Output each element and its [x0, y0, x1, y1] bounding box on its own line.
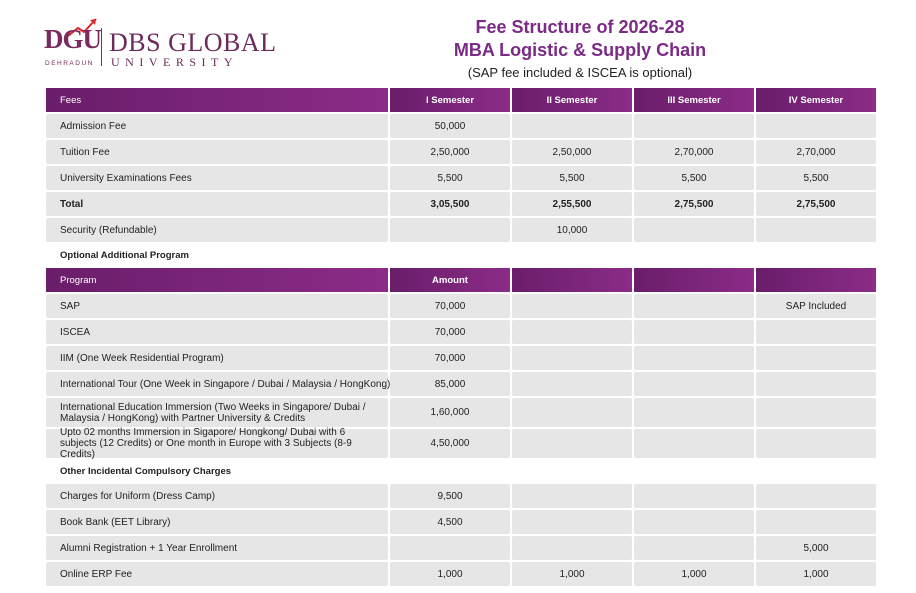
total-row	[46, 192, 876, 216]
table-cell	[390, 536, 510, 560]
table-cell: 5,500	[390, 166, 510, 190]
table-cell	[756, 484, 876, 508]
header-cell	[512, 268, 632, 292]
table-cell	[756, 218, 876, 242]
table-cell	[512, 294, 632, 318]
table-cell	[634, 346, 754, 370]
table-cell	[512, 510, 632, 534]
table-row	[46, 536, 876, 560]
table-cell	[512, 536, 632, 560]
table-cell	[512, 320, 632, 344]
row-label: Security (Refundable)	[46, 218, 388, 242]
incidental-rows	[46, 484, 876, 586]
table-cell	[634, 484, 754, 508]
table-cell: 70,000	[390, 346, 510, 370]
table-cell: 2,55,500	[512, 192, 632, 216]
page-title: Fee Structure of 2026-28	[475, 17, 685, 37]
fees-rows	[46, 114, 876, 242]
table-cell: 70,000	[390, 320, 510, 344]
page-heading	[420, 16, 740, 83]
section-title-row	[46, 460, 876, 482]
university-logo	[44, 16, 277, 72]
table-cell: 1,60,000	[390, 398, 510, 427]
table-cell	[512, 484, 632, 508]
table-row	[46, 218, 876, 242]
table-row	[46, 372, 876, 396]
table-row	[46, 294, 876, 318]
table-row	[46, 320, 876, 344]
header-cell: Amount	[390, 268, 510, 292]
table-cell: 10,000	[512, 218, 632, 242]
table-cell	[634, 320, 754, 344]
table-row	[46, 429, 876, 458]
table-row	[46, 166, 876, 190]
table-cell: 2,75,500	[756, 192, 876, 216]
table-cell	[634, 114, 754, 138]
logo-name-line2: UNIVERSITY	[111, 55, 238, 69]
table-cell: 5,500	[512, 166, 632, 190]
table-row	[46, 346, 876, 370]
table-cell: 3,05,500	[390, 192, 510, 216]
row-label: Total	[46, 192, 388, 216]
table-cell	[634, 429, 754, 458]
fees-header-row	[46, 88, 876, 112]
table-cell	[512, 346, 632, 370]
table-cell: 50,000	[390, 114, 510, 138]
table-cell	[756, 398, 876, 427]
fee-table	[46, 88, 876, 588]
section-title-row	[46, 244, 876, 266]
table-cell: 4,50,000	[390, 429, 510, 458]
table-cell: 5,500	[756, 166, 876, 190]
table-cell	[390, 218, 510, 242]
table-cell: 5,000	[756, 536, 876, 560]
table-cell: 1,000	[634, 562, 754, 586]
row-label: University Examinations Fees	[46, 166, 388, 190]
table-cell	[756, 320, 876, 344]
row-label: Online ERP Fee	[46, 562, 388, 586]
header-cell: I Semester	[390, 88, 510, 112]
header-cell: IV Semester	[756, 88, 876, 112]
row-label: Book Bank (EET Library)	[46, 510, 388, 534]
table-row	[46, 140, 876, 164]
table-cell: 5,500	[634, 166, 754, 190]
table-row	[46, 114, 876, 138]
table-cell	[634, 294, 754, 318]
header-cell	[756, 268, 876, 292]
header-cell: III Semester	[634, 88, 754, 112]
table-cell: 2,70,000	[756, 140, 876, 164]
table-cell: 85,000	[390, 372, 510, 396]
row-label: IIM (One Week Residential Program)	[46, 346, 388, 370]
table-cell: 9,500	[390, 484, 510, 508]
table-cell: 2,75,500	[634, 192, 754, 216]
table-cell	[512, 429, 632, 458]
table-cell	[756, 114, 876, 138]
section-title: Other Incidental Compulsory Charges	[60, 465, 232, 477]
fee-note: (SAP fee included & ISCEA is optional)	[467, 65, 693, 80]
table-cell	[634, 398, 754, 427]
table-cell	[634, 510, 754, 534]
table-cell: 2,70,000	[634, 140, 754, 164]
row-label: Admission Fee	[46, 114, 388, 138]
table-cell: 1,000	[756, 562, 876, 586]
row-label: Charges for Uniform (Dress Camp)	[46, 484, 388, 508]
table-cell: SAP Included	[756, 294, 876, 318]
row-label: International Tour (One Week in Singapore / Dubai / Malaysia / HongKong)	[46, 372, 388, 396]
table-row	[46, 562, 876, 586]
header-cell	[634, 268, 754, 292]
logo-city: DEHRADUN	[45, 60, 94, 67]
header-cell: Fees	[46, 88, 388, 112]
table-cell	[756, 372, 876, 396]
table-cell	[512, 114, 632, 138]
table-cell: 1,000	[390, 562, 510, 586]
program-header-row	[46, 268, 876, 292]
table-cell: 4,500	[390, 510, 510, 534]
table-cell	[634, 218, 754, 242]
table-cell	[634, 536, 754, 560]
logo-divider	[101, 28, 102, 66]
header-cell: II Semester	[512, 88, 632, 112]
optional-rows	[46, 294, 876, 458]
row-label: Upto 02 months Immersion in Sigapore/ Hongkong/ Dubai with 6 subjects (12 Credits) or One month in Europe with 3 Subjects (8-9 Credits)	[46, 429, 388, 458]
table-cell: 1,000	[512, 562, 632, 586]
table-cell	[756, 429, 876, 458]
table-cell	[756, 510, 876, 534]
row-label: ISCEA	[46, 320, 388, 344]
program-title: MBA Logistic & Supply Chain	[453, 40, 707, 60]
table-cell	[634, 372, 754, 396]
table-cell: 2,50,000	[390, 140, 510, 164]
logo-mark: DGU	[44, 24, 101, 54]
row-label: Tuition Fee	[46, 140, 388, 164]
logo-name-line1: DBS GLOBAL	[109, 28, 277, 57]
header-cell: Program	[46, 268, 388, 292]
table-cell: 2,50,000	[512, 140, 632, 164]
row-label: SAP	[46, 294, 388, 318]
table-row	[46, 398, 876, 427]
table-cell	[512, 398, 632, 427]
table-cell	[756, 346, 876, 370]
table-cell	[512, 372, 632, 396]
table-row	[46, 510, 876, 534]
row-label: Alumni Registration + 1 Year Enrollment	[46, 536, 388, 560]
row-label: International Education Immersion (Two Weeks in Singapore/ Dubai / Malaysia / HongKong) with Partner University & Credits	[46, 398, 388, 427]
table-cell: 70,000	[390, 294, 510, 318]
section-title: Optional Additional Program	[60, 249, 189, 261]
table-row	[46, 484, 876, 508]
